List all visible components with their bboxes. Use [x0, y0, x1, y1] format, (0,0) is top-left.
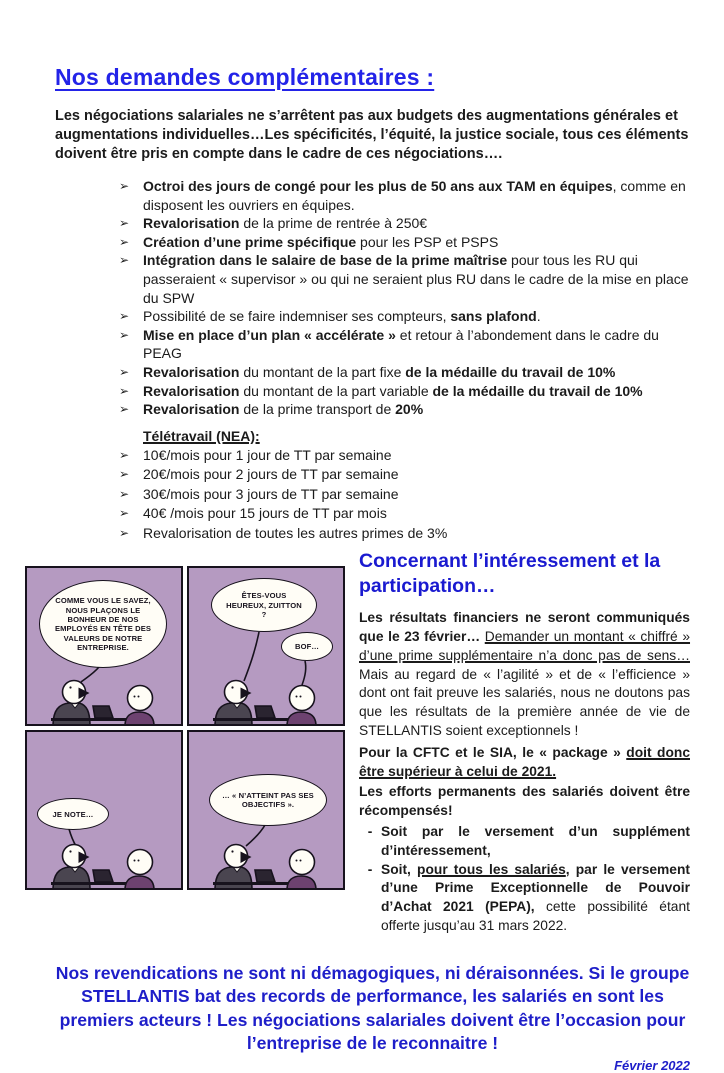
comic-characters	[27, 668, 181, 726]
speech-bubble: ÊTES-VOUS HEUREUX, ZUITTON ?	[211, 578, 317, 632]
arrow-bullet-icon: ➢	[119, 216, 130, 231]
arrow-bullet-icon: ➢	[119, 467, 130, 482]
efforts-statement: Les efforts permanents des salariés doivent être récompensés!	[359, 784, 690, 819]
telework-item: ➢ Revalorisation de toutes les autres primes de 3%	[119, 524, 690, 544]
arrow-bullet-icon: ➢	[119, 179, 130, 193]
demand-item: ➢ Revalorisation de la prime transport de 20%	[119, 401, 424, 418]
speech-bubble: BOF…	[281, 632, 333, 661]
arrow-bullet-icon: ➢	[119, 525, 130, 540]
comic-strip	[25, 566, 349, 936]
demand-item: ➢ Création d’une prime spécifique pour les PSP et PSPS	[119, 233, 499, 250]
demand-item: ➢ Intégration dans le salaire de base de la prime maîtrise pour tous les RU qui passeraient « supervisor » ou qui ne seraient plus RU dans le cadre de la mise en place du SPW	[119, 252, 689, 306]
arrow-bullet-icon: ➢	[119, 402, 130, 417]
telework-item: ➢ 20€/mois pour 2 jours de TT par semaine	[119, 465, 690, 485]
arrow-bullet-icon: ➢	[119, 364, 130, 379]
comic-panel-2	[187, 566, 345, 726]
speech-bubble: COMME VOUS LE SAVEZ, NOUS PLAÇONS LE BONHEUR DE NOS EMPLOYÉS EN TÊTE DES VALEURS DE NOTRE ENTREPRISE.	[39, 580, 167, 668]
footer-date: Février 2022	[614, 1057, 690, 1073]
telework-item: ➢ 10€/mois pour 1 jour de TT par semaine	[119, 446, 690, 466]
two-column-section	[25, 549, 690, 936]
page-title: Nos demandes complémentaires :	[55, 64, 435, 90]
arrow-bullet-icon: ➢	[119, 486, 130, 501]
comic-characters	[189, 832, 343, 890]
option-item: - Soit par le versement d’un supplément d’intéressement,	[359, 823, 690, 861]
options-list	[359, 823, 690, 936]
arrow-bullet-icon: ➢	[119, 506, 130, 521]
arrow-bullet-icon: ➢	[119, 327, 130, 342]
telework-list	[119, 446, 690, 544]
dash-marker: -	[367, 861, 373, 877]
comic-panel-1	[25, 566, 183, 726]
demand-item: ➢ Revalorisation de la prime de rentrée à 250€	[119, 215, 428, 232]
package-statement: Pour la CFTC et le SIA, le « package » doit donc être supérieur à celui de 2021.	[359, 744, 690, 779]
arrow-bullet-icon: ➢	[119, 234, 130, 249]
comic-characters	[27, 832, 181, 890]
interessement-section	[359, 549, 690, 936]
arrow-bullet-icon: ➢	[119, 309, 130, 324]
speech-bubble: JE NOTE…	[37, 798, 109, 830]
telework-heading: Télétravail (NEA):	[143, 427, 260, 444]
demand-item: ➢ Mise en place d’un plan « accélérate » et retour à l’abondement dans le cadre du PEAG	[119, 326, 659, 362]
demand-item: ➢ Octroi des jours de congé pour les plus de 50 ans aux TAM en équipes, comme en disposent les ouvriers en équipes.	[119, 178, 686, 213]
demand-item: ➢ Revalorisation du montant de la part variable de la médaille du travail de 10%	[119, 382, 643, 399]
intro-paragraph: Les négociations salariales ne s’arrêtent pas aux budgets des augmentations générales et augmentations individuelles…Les spécificités, l’équité, la justice sociale, tous ces éléments doivent être pris en compte dans le cadre de ces négociations….	[55, 108, 689, 162]
demand-item: ➢ Possibilité de se faire indemniser ses compteurs, sans plafond.	[119, 308, 541, 325]
comic-panel-3	[25, 730, 183, 890]
arrow-bullet-icon: ➢	[119, 447, 130, 462]
comic-panel-4	[187, 730, 345, 890]
telework-item: ➢ 40€ /mois pour 15 jours de TT par mois	[119, 504, 690, 524]
option-item: - Soit, pour tous les salariés, par le versement d’une Prime Exceptionnelle de Pouvoir d’Achat 2021 (PEPA), cette possibilité étant offerte jusqu’au 31 mars 2022.	[359, 861, 690, 936]
results-paragraph: Les résultats financiers ne seront communiqués que le 23 février… Demander un montant « chiffré » d’une prime supplémentaire n’a donc pas de sens… Mais au regard de « l’agilité » et de « l’efficience » dont ont fait preuve les salariés, nous ne doutons pas que les résultats de la première année de vie de STELLANTIS soient exceptionnels !	[359, 610, 691, 738]
speech-bubble: … « N’ATTEINT PAS SES OBJECTIFS ».	[209, 774, 327, 826]
comic-characters	[189, 668, 343, 726]
arrow-bullet-icon: ➢	[119, 383, 130, 398]
footer-statement: Nos revendications ne sont ni démagogiques, ni déraisonnées. Si le groupe STELLANTIS bat des records de performance, les salariés en sont les premiers acteurs ! Les négociations salariales doivent être l’occasion pour l’entreprise de le reconnaitre !	[55, 962, 690, 1054]
demands-list	[119, 177, 690, 419]
telework-section	[119, 428, 690, 544]
demand-item: ➢ Revalorisation du montant de la part fixe de la médaille du travail de 10%	[119, 363, 616, 380]
section-heading: Concernant l’intéressement et la participation…	[359, 550, 661, 598]
arrow-bullet-icon: ➢	[119, 253, 130, 268]
dash-marker: -	[367, 823, 373, 839]
telework-item: ➢ 30€/mois pour 3 jours de TT par semaine	[119, 485, 690, 505]
